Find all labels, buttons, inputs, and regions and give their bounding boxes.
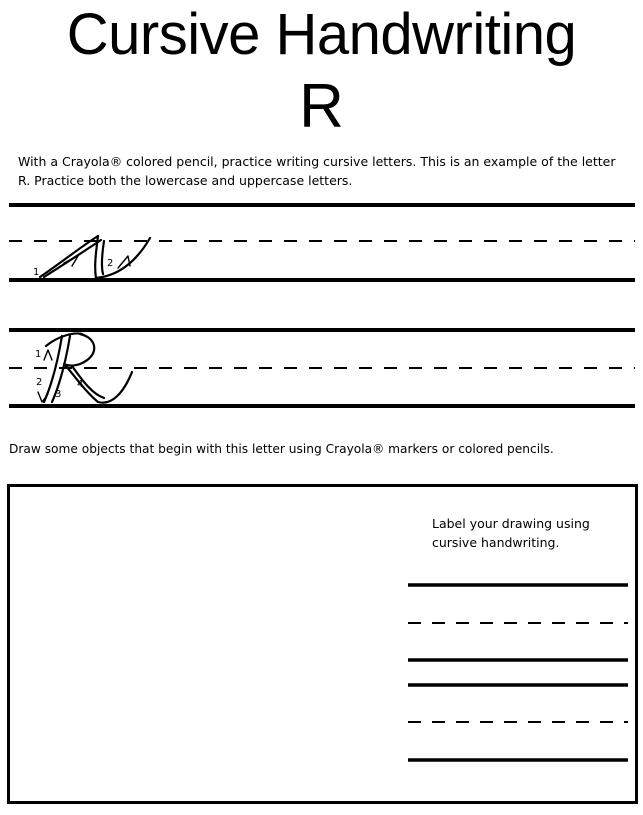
stroke-number: 3 [55, 389, 62, 400]
lowercase-practice-row [9, 205, 635, 280]
stroke-number: 1 [35, 349, 42, 360]
stroke-number: 2 [107, 258, 114, 269]
page-title: Cursive Handwriting [66, 2, 577, 67]
instructions-text: With a Crayola® colored pencil, practice writing cursive letters. This is an example of the letter R. Practice both the lowercase and uppercase letters. [18, 154, 616, 188]
lowercase-r-example-icon [40, 236, 150, 278]
stroke-number: 1 [33, 267, 40, 278]
label-instructions: Label your drawing using cursive handwriting. [432, 516, 590, 550]
stroke-number: 4 [77, 379, 84, 390]
stroke-number: 2 [36, 377, 43, 388]
drawing-instructions: Draw some objects that begin with this letter using Crayola® markers or colored pencils. [9, 442, 554, 456]
featured-letter: R [299, 72, 344, 141]
uppercase-practice-row [9, 330, 635, 406]
